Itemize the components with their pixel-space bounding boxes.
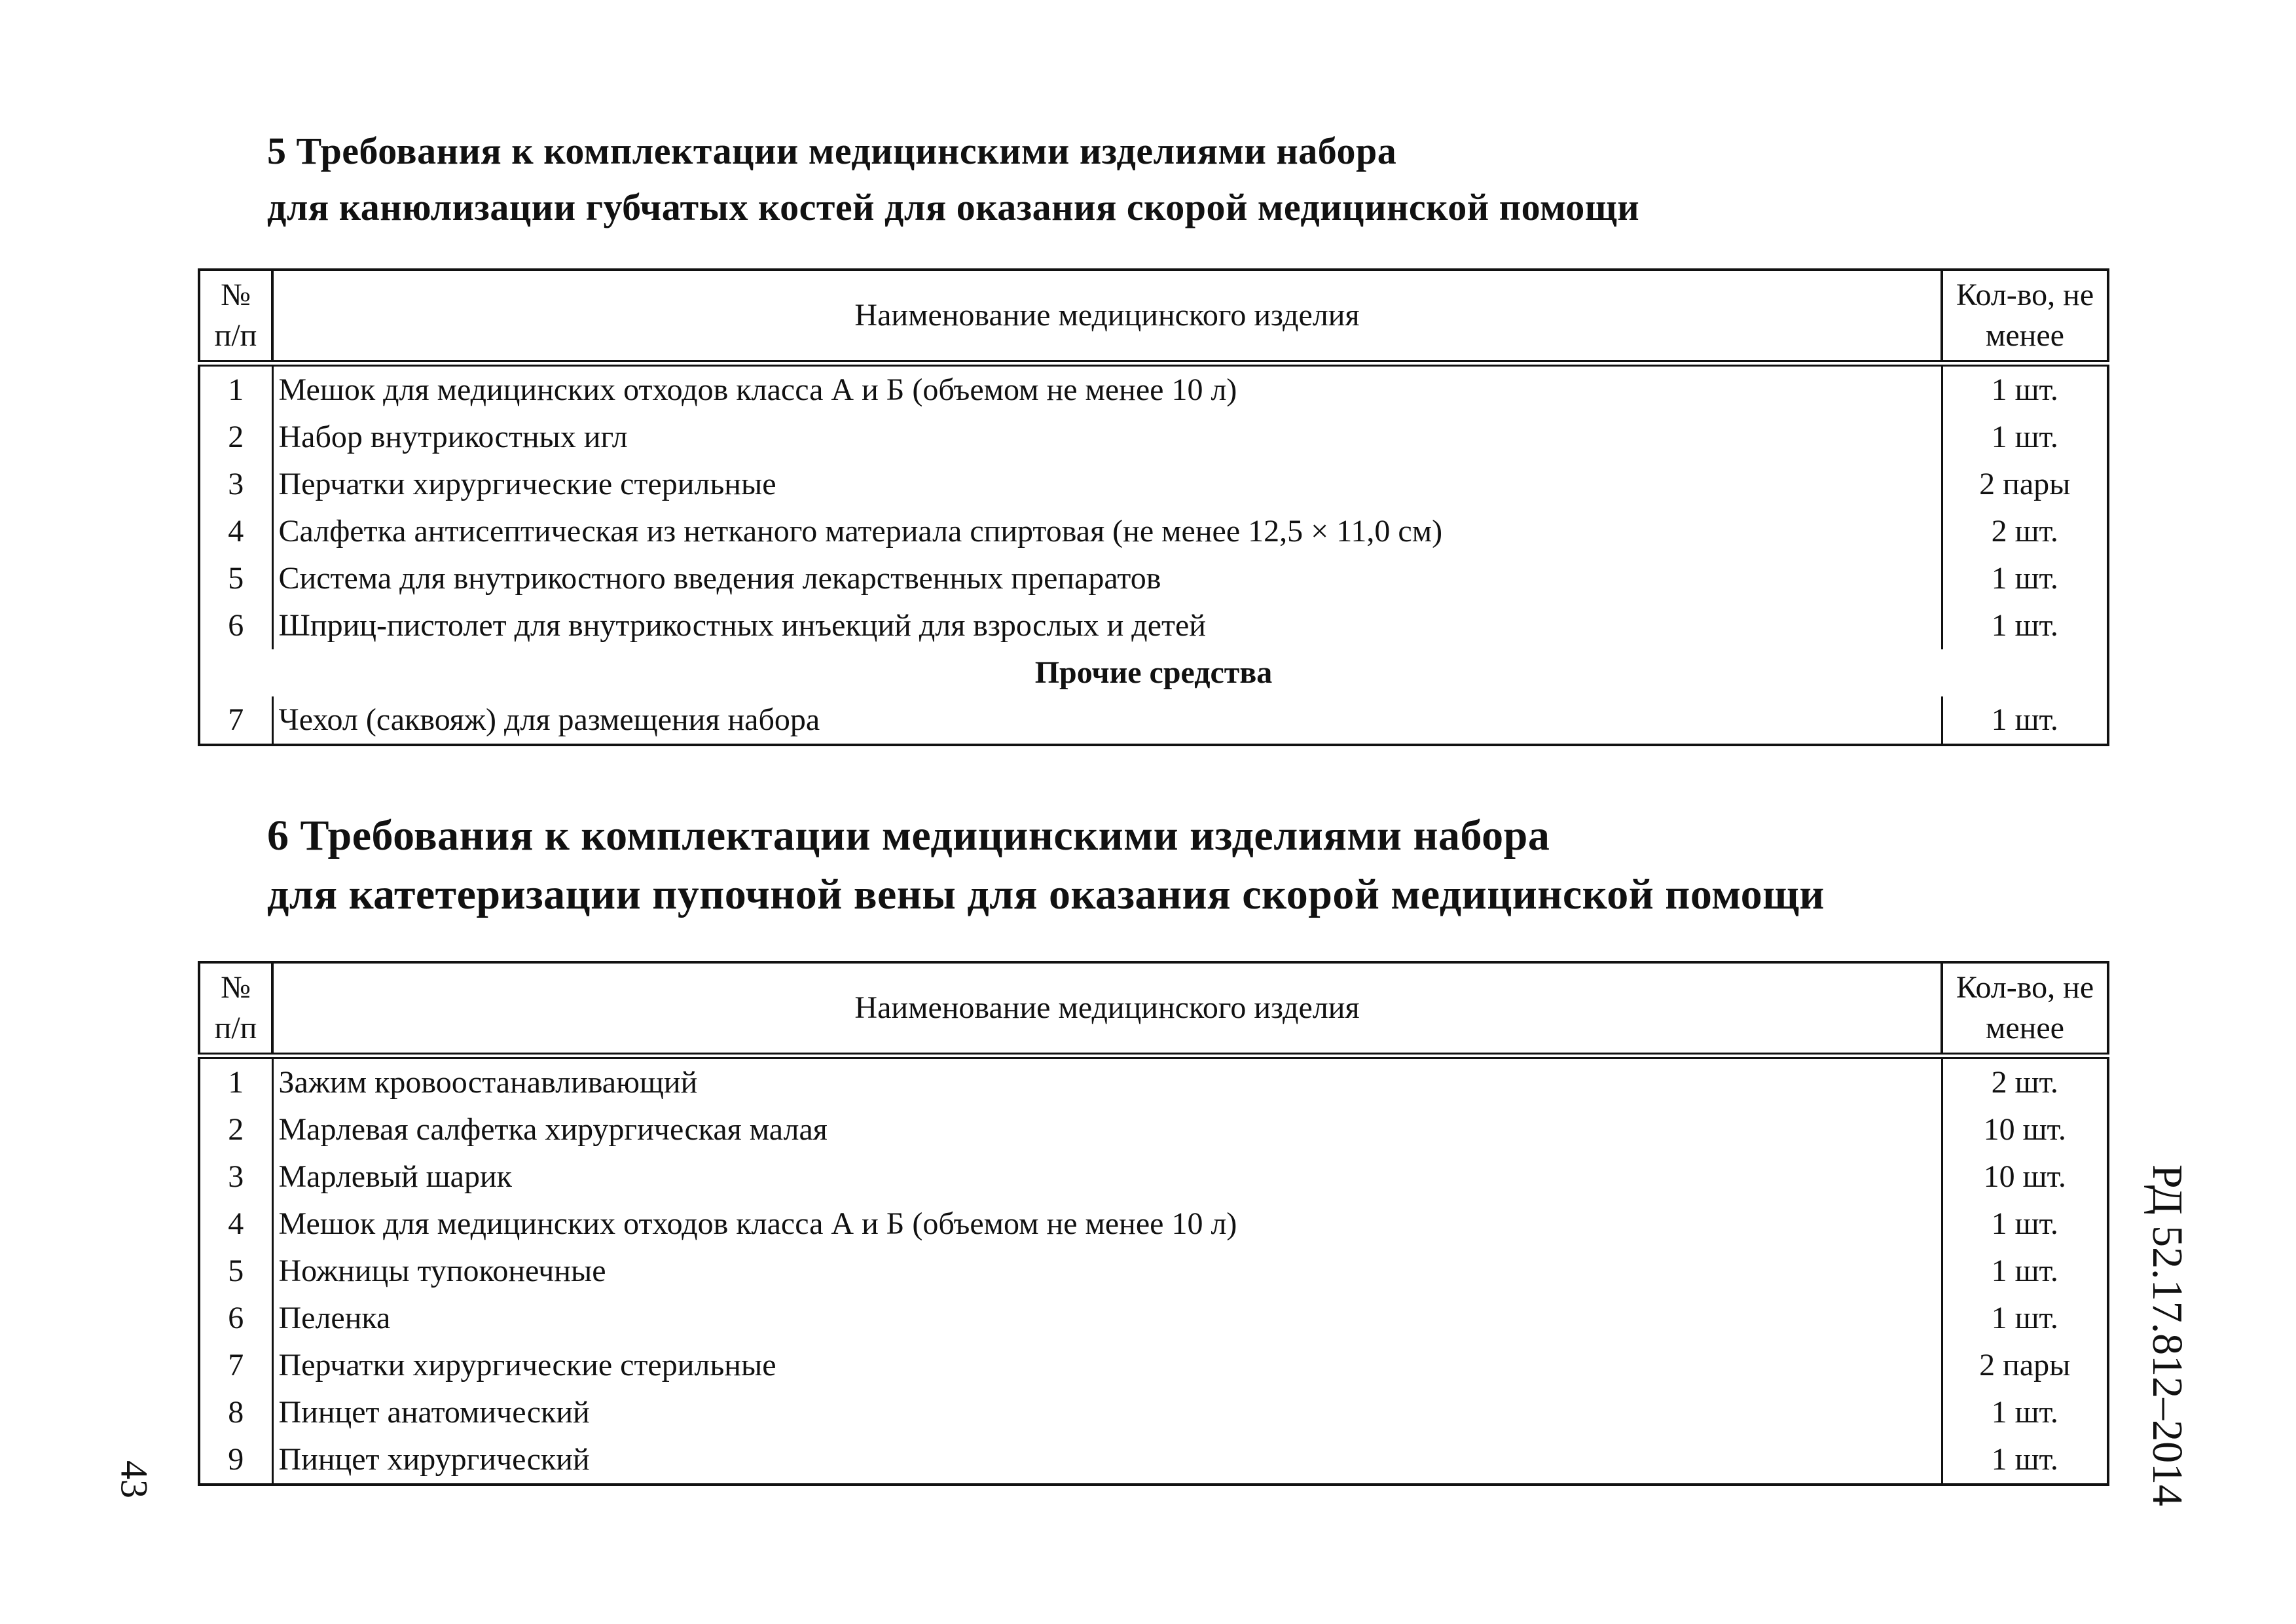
section-6-table: [198, 961, 2109, 1486]
row-num: 3: [199, 1153, 272, 1200]
row-qty: 1 шт.: [1942, 696, 2108, 745]
column-header-qty: Кол-во, не менее: [1942, 962, 2108, 1056]
page-number: [111, 1447, 157, 1512]
table-row: [199, 461, 2108, 508]
row-num: 5: [199, 555, 272, 602]
row-qty: 1 шт.: [1942, 363, 2108, 414]
document-code-text: РД 52.17.812–2014: [2143, 1164, 2191, 1507]
row-num: 7: [199, 1342, 272, 1389]
table-row: [199, 1248, 2108, 1295]
row-name: Марлевый шарик: [278, 1159, 512, 1194]
table-row: [199, 508, 2108, 555]
section-6-title-line-2: для катетеризации пупочной вены для оказания скорой медицинской помощи: [267, 871, 1825, 918]
table-row: [199, 555, 2108, 602]
table-row: [199, 1342, 2108, 1389]
table-header-row: [199, 962, 2108, 1056]
row-qty: 1 шт.: [1942, 1295, 2108, 1342]
row-qty: 1 шт.: [1942, 1200, 2108, 1248]
document-code: [2141, 1146, 2193, 1525]
row-qty: 1 шт.: [1942, 414, 2108, 461]
row-num: 1: [199, 363, 272, 414]
table-row: [199, 1295, 2108, 1342]
row-num: 1: [199, 1056, 272, 1106]
row-name: Марлевая салфетка хирургическая малая: [278, 1112, 828, 1147]
row-qty: 2 шт.: [1942, 508, 2108, 555]
row-num: 5: [199, 1248, 272, 1295]
section-5-title: [267, 123, 1639, 236]
table-row: [199, 414, 2108, 461]
table-row: [199, 1389, 2108, 1436]
row-qty: 1 шт.: [1942, 1389, 2108, 1436]
row-num: 7: [199, 696, 272, 745]
row-name: Салфетка антисептическая из нетканого материала спиртовая (не менее 12,5 × 11,0 см): [278, 514, 1443, 549]
row-num: 8: [199, 1389, 272, 1436]
table-header-row: [199, 270, 2108, 363]
row-qty: 10 шт.: [1942, 1106, 2108, 1153]
row-num: 6: [199, 602, 272, 649]
row-num: 2: [199, 414, 272, 461]
row-num: 4: [199, 1200, 272, 1248]
other-section-label: Прочие средства: [199, 649, 2108, 696]
column-header-qty: Кол-во, не менее: [1942, 270, 2108, 363]
column-header-num: № п/п: [199, 270, 272, 363]
column-header-num: № п/п: [199, 962, 272, 1056]
row-name: Перчатки хирургические стерильные: [278, 1348, 776, 1382]
row-name: Система для внутрикостного введения лекарственных препаратов: [278, 561, 1161, 596]
table-row: [199, 696, 2108, 745]
table-row: [199, 602, 2108, 649]
table-row: [199, 363, 2108, 414]
row-num: 2: [199, 1106, 272, 1153]
row-name: Пинцет анатомический: [278, 1395, 590, 1430]
row-num: 6: [199, 1295, 272, 1342]
table-section-row: [199, 649, 2108, 696]
row-name: Чехол (саквояж) для размещения набора: [272, 696, 1942, 745]
row-name: Мешок для медицинских отходов класса А и Б (объемом не менее 10 л): [278, 1206, 1237, 1241]
table-row: [199, 1056, 2108, 1106]
row-name: Зажим кровоостанавливающий: [272, 1056, 1942, 1106]
row-qty: 1 шт.: [1942, 1248, 2108, 1295]
column-header-name: Наименование медицинского изделия: [272, 270, 1942, 363]
row-qty: 1 шт.: [1942, 602, 2108, 649]
row-name: Шприц-пистолет для внутрикостных инъекций для взрослых и детей: [278, 608, 1206, 643]
row-qty: 2 пары: [1942, 461, 2108, 508]
row-num: 3: [199, 461, 272, 508]
column-header-name: Наименование медицинского изделия: [272, 962, 1942, 1056]
row-name: Мешок для медицинских отходов класса А и Б (объемом не менее 10 л): [272, 363, 1942, 414]
table-row: [199, 1200, 2108, 1248]
row-qty: 10 шт.: [1942, 1153, 2108, 1200]
row-qty: 2 шт.: [1942, 1056, 2108, 1106]
row-name: Пинцет хирургический: [272, 1436, 1942, 1485]
row-name: Набор внутрикостных игл: [278, 420, 628, 454]
row-name: Ножницы тупоконечные: [278, 1254, 606, 1288]
section-5-table: [198, 268, 2109, 746]
table-row: [199, 1153, 2108, 1200]
row-qty: 1 шт.: [1942, 555, 2108, 602]
row-num: 9: [199, 1436, 272, 1485]
row-num: 4: [199, 508, 272, 555]
row-name: Перчатки хирургические стерильные: [278, 467, 776, 501]
section-5-title-line-1: 5 Требования к комплектации медицинскими изделиями набора: [267, 130, 1397, 172]
row-name: Пеленка: [278, 1301, 391, 1335]
section-5-title-line-2: для канюлизации губчатых костей для оказания скорой медицинской помощи: [267, 186, 1640, 228]
section-6-title-line-1: 6 Требования к комплектации медицинскими изделиями набора: [267, 812, 1550, 859]
row-qty: 1 шт.: [1942, 1436, 2108, 1485]
table-row: [199, 1436, 2108, 1485]
section-6-title: [267, 806, 1825, 924]
page-number-text: 43: [113, 1460, 156, 1498]
table-row: [199, 1106, 2108, 1153]
row-qty: 2 пары: [1942, 1342, 2108, 1389]
